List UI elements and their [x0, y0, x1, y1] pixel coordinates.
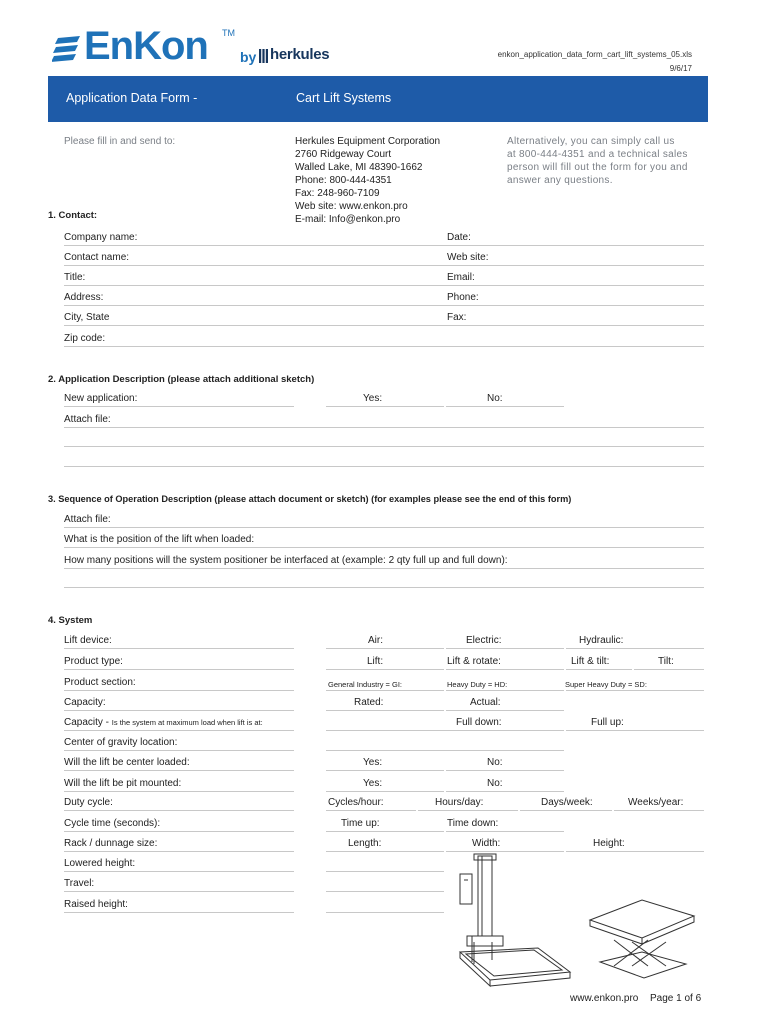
lift-position-field[interactable]	[64, 547, 704, 548]
city-state-field[interactable]	[64, 325, 704, 326]
new-application-no-field[interactable]	[446, 406, 564, 407]
note-line: at 800-444-4351 and a technical sales	[507, 149, 688, 160]
center-loaded-yes-label: Yes:	[363, 757, 383, 768]
heavy-duty-field[interactable]	[446, 690, 564, 691]
duty-cycle-label: Duty cycle:	[64, 797, 113, 808]
enkon-logo-icon	[52, 34, 82, 64]
rated-field[interactable]	[326, 710, 444, 711]
center-loaded-label: Will the lift be center loaded:	[64, 757, 190, 768]
sequence-attach-label: Attach file:	[64, 514, 111, 525]
date-label: Date:	[447, 232, 471, 243]
section-sequence-title: 3. Sequence of Operation Description (please attach document or sketch) (for examples please see the end of this form)	[48, 494, 572, 504]
capacity-load-label	[64, 717, 263, 728]
note-line: answer any questions.	[507, 175, 613, 186]
address-line: E-mail: Info@enkon.pro	[295, 214, 401, 225]
time-down-field[interactable]	[446, 831, 564, 832]
contact-name-field[interactable]	[64, 265, 704, 266]
contact-name-label: Contact name:	[64, 252, 130, 263]
title-field[interactable]	[64, 285, 704, 286]
capacity-label: Capacity:	[64, 697, 106, 708]
fax-label: Fax:	[447, 312, 467, 323]
lift-device-label: Lift device:	[64, 635, 112, 646]
zip-code-field[interactable]	[64, 346, 704, 347]
enkon-logo-text: EnKon	[84, 24, 208, 68]
center-of-gravity-label: Center of gravity location:	[64, 737, 178, 748]
travel-field-2[interactable]	[326, 891, 444, 892]
product-section-label: Product section:	[64, 677, 136, 688]
address-line: 2760 Ridgeway Court	[295, 149, 392, 160]
positions-count-field[interactable]	[64, 568, 704, 569]
section-application-title: 2. Application Description (please attach additional sketch)	[48, 374, 315, 385]
rack-size-label: Rack / dunnage size:	[64, 838, 158, 849]
center-loaded-yes-field[interactable]	[326, 770, 444, 771]
company-name-label: Company name:	[64, 232, 138, 243]
section-system-title: 4. System	[48, 615, 93, 626]
pit-mounted-no-field[interactable]	[446, 791, 564, 792]
lift-label: Lift:	[367, 656, 384, 667]
address-line: Fax: 248-960-7109	[295, 188, 380, 199]
title-label: Title:	[64, 272, 86, 283]
lowered-height-label: Lowered height:	[64, 858, 136, 869]
full-down-label: Full down:	[456, 717, 502, 728]
weeks-year-label: Weeks/year:	[628, 797, 684, 808]
address-line: Web site: www.enkon.pro	[295, 201, 408, 212]
call-alternative-note	[507, 135, 707, 187]
pit-mounted-no-label: No:	[487, 778, 503, 789]
lift-rotate-label: Lift & rotate:	[447, 656, 501, 667]
full-up-field[interactable]	[566, 730, 704, 731]
raised-height-label: Raised height:	[64, 899, 128, 910]
general-industry-label: General Industry = GI:	[328, 680, 402, 689]
cycles-hour-label: Cycles/hour:	[328, 797, 384, 808]
address-field[interactable]	[64, 305, 704, 306]
hours-day-field[interactable]	[418, 810, 518, 811]
section-contact-title: 1. Contact:	[48, 210, 98, 221]
center-of-gravity-field-2[interactable]	[326, 750, 564, 751]
electric-label: Electric:	[466, 635, 502, 646]
send-instructions: Please fill in and send to:	[64, 136, 176, 147]
pit-mounted-field[interactable]	[64, 791, 294, 792]
footer-website[interactable]: www.enkon.pro	[570, 993, 639, 1004]
air-label: Air:	[368, 635, 383, 646]
application-notes-line[interactable]	[64, 446, 704, 447]
email-label: Email:	[447, 272, 475, 283]
width-label: Width:	[472, 838, 501, 849]
hours-day-label: Hours/day:	[435, 797, 484, 808]
electric-field[interactable]	[446, 648, 564, 649]
capacity-load-field[interactable]	[64, 730, 294, 731]
rack-size-field[interactable]	[64, 851, 294, 852]
capacity-field[interactable]	[64, 710, 294, 711]
city-state-label: City, State	[64, 312, 110, 323]
product-type-label: Product type:	[64, 656, 123, 667]
pit-mounted-yes-field[interactable]	[326, 791, 444, 792]
super-heavy-duty-label: Super Heavy Duty = SD:	[565, 680, 647, 689]
address-label: Address:	[64, 292, 104, 303]
attach-file-field[interactable]	[64, 427, 704, 428]
capacity-load-note: Is the system at maximum load when lift is at:	[111, 718, 263, 727]
scissor-lift-illustration	[586, 896, 698, 982]
phone-label: Phone:	[447, 292, 479, 303]
tilt-field[interactable]	[634, 669, 704, 670]
hydraulic-label: Hydraulic:	[579, 635, 624, 646]
banner-form-title: Application Data Form -	[66, 91, 198, 105]
center-of-gravity-field[interactable]	[64, 750, 294, 751]
mast-cart-lift-illustration	[454, 852, 580, 992]
raised-height-field[interactable]	[64, 912, 294, 913]
pit-mounted-yes-label: Yes:	[363, 778, 383, 789]
days-week-label: Days/week:	[541, 797, 593, 808]
height-field[interactable]	[566, 851, 704, 852]
herkules-logo-icon	[259, 49, 269, 63]
application-notes-line[interactable]	[64, 466, 704, 467]
herkules-logo-text: herkules	[270, 46, 330, 63]
address-line: Herkules Equipment Corporation	[295, 136, 441, 147]
center-loaded-no-label: No:	[487, 757, 503, 768]
product-section-field[interactable]	[64, 690, 294, 691]
cycles-hour-field[interactable]	[326, 810, 416, 811]
banner-product-title: Cart Lift Systems	[296, 91, 392, 105]
cycle-time-field[interactable]	[64, 831, 294, 832]
website-label: Web site:	[447, 252, 489, 263]
lift-tilt-field[interactable]	[566, 669, 632, 670]
lift-rotate-field[interactable]	[446, 669, 564, 670]
air-field[interactable]	[326, 648, 444, 649]
new-application-field[interactable]	[64, 406, 294, 407]
full-down-field[interactable]	[326, 730, 564, 731]
sequence-notes-line[interactable]	[64, 587, 704, 588]
duty-cycle-field[interactable]	[64, 810, 294, 811]
note-line: person will fill out the form for you and	[507, 162, 688, 173]
hydraulic-field[interactable]	[566, 648, 704, 649]
lift-tilt-label: Lift & tilt:	[571, 656, 610, 667]
note-line: Alternatively, you can simply call us	[507, 136, 675, 147]
cycle-time-label: Cycle time (seconds):	[64, 818, 161, 829]
time-down-label: Time down:	[447, 818, 499, 829]
center-loaded-field[interactable]	[64, 770, 294, 771]
logo-trademark: TM	[222, 28, 235, 38]
address-line: Walled Lake, MI 48390-1662	[295, 162, 423, 173]
weeks-year-field[interactable]	[614, 810, 704, 811]
address-line: Phone: 800-444-4351	[295, 175, 392, 186]
length-label: Length:	[348, 838, 382, 849]
length-field[interactable]	[326, 851, 444, 852]
time-up-label: Time up:	[341, 818, 380, 829]
new-application-no-label: No:	[487, 393, 503, 404]
capacity-load-title: Capacity -	[64, 717, 110, 728]
footer-page-number: Page 1 of 6	[650, 993, 702, 1004]
new-application-label: New application:	[64, 393, 138, 404]
center-loaded-no-field[interactable]	[446, 770, 564, 771]
positions-count-label: How many positions will the system positioner be interfaced at (example: 2 qty full up and full down):	[64, 555, 508, 566]
sequence-attach-field[interactable]	[64, 527, 704, 528]
raised-height-field-2[interactable]	[326, 912, 444, 913]
lowered-height-field-2[interactable]	[326, 871, 444, 872]
logo-by: by	[240, 49, 257, 65]
company-name-field[interactable]	[64, 245, 704, 246]
product-type-field[interactable]	[64, 669, 294, 670]
new-application-yes-label: Yes:	[363, 393, 383, 404]
actual-label: Actual:	[470, 697, 501, 708]
travel-label: Travel:	[64, 878, 95, 889]
file-date: 9/6/17	[669, 64, 692, 73]
rated-label: Rated:	[354, 697, 384, 708]
company-address-block	[295, 135, 440, 226]
actual-field[interactable]	[446, 710, 564, 711]
super-heavy-duty-field[interactable]	[566, 690, 704, 691]
height-label: Height:	[593, 838, 625, 849]
pit-mounted-label: Will the lift be pit mounted:	[64, 778, 182, 789]
general-industry-field[interactable]	[326, 690, 444, 691]
tilt-label: Tilt:	[658, 656, 674, 667]
zip-code-label: Zip code:	[64, 333, 106, 344]
travel-field[interactable]	[64, 891, 294, 892]
new-application-yes-field[interactable]	[326, 406, 444, 407]
lowered-height-field[interactable]	[64, 871, 294, 872]
days-week-field[interactable]	[520, 810, 612, 811]
attach-file-label: Attach file:	[64, 414, 111, 425]
lift-field[interactable]	[326, 669, 444, 670]
heavy-duty-label: Heavy Duty = HD:	[447, 680, 508, 689]
full-up-label: Full up:	[591, 717, 624, 728]
time-up-field[interactable]	[326, 831, 444, 832]
lift-device-field[interactable]	[64, 648, 294, 649]
file-name: enkon_application_data_form_cart_lift_systems_05.xls	[497, 50, 692, 59]
lift-position-label: What is the position of the lift when loaded:	[64, 534, 255, 545]
